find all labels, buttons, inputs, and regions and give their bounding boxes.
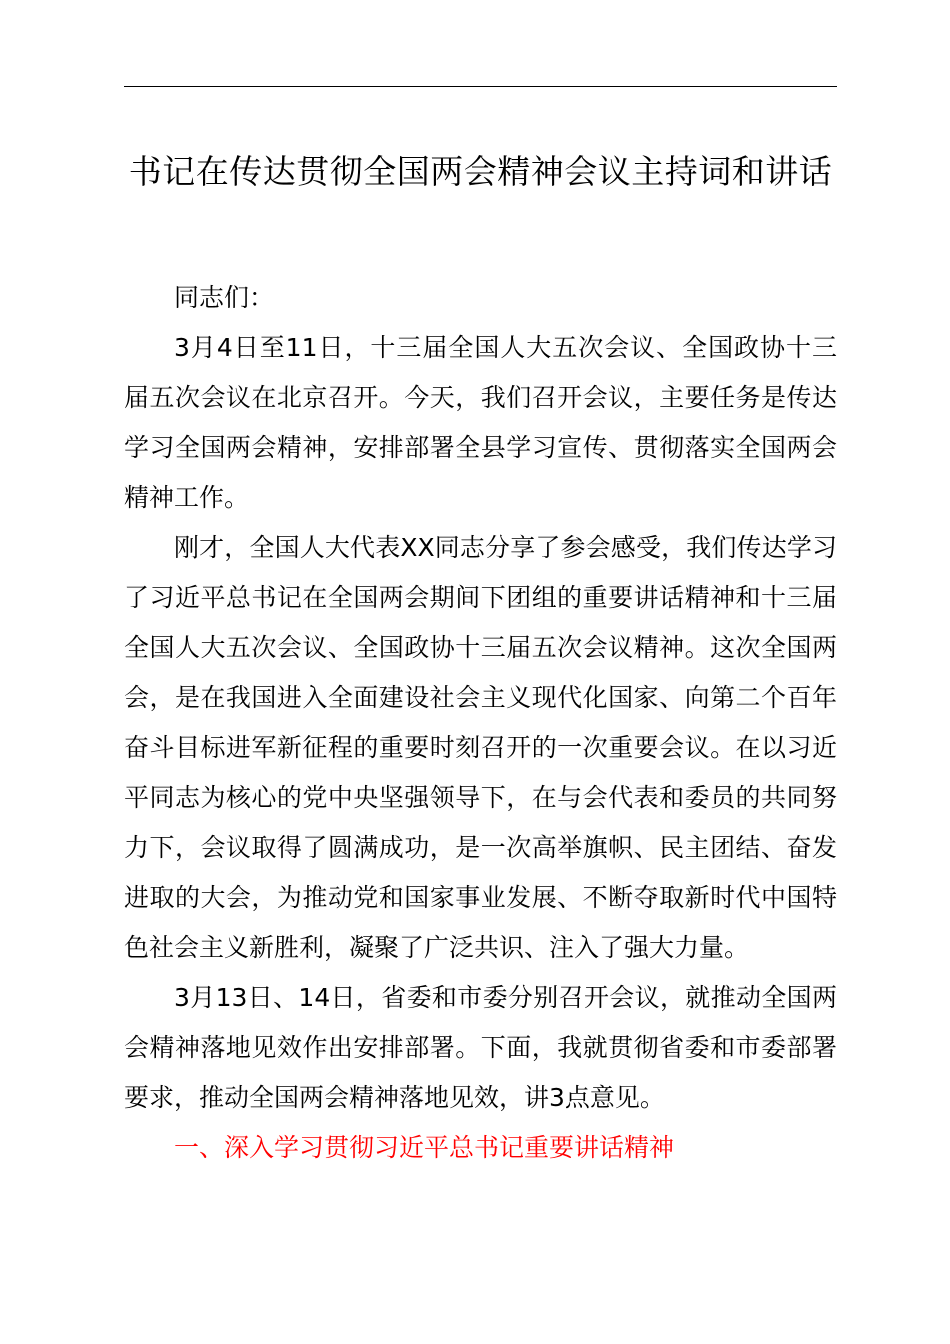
document-title: 书记在传达贯彻全国两会精神会议主持词和讲话 xyxy=(128,152,833,191)
salutation: 同志们： xyxy=(174,283,275,312)
section-heading: 一、深入学习贯彻习近平总书记重要讲话精神 xyxy=(174,1133,675,1162)
header-rule xyxy=(124,86,837,87)
paragraph-summary: 刚才，全国人大代表XX同志分享了参会感受，我们传达学习了习近平总书记在全国两会期间下团组的重要讲话精神和十三届全国人大五次会议、全国政协十三届五次会议精神。这次全国两会，是在我国进入全面建设社会主义现代化国家、向第二个百年奋斗目标进军新征程的重要时刻召开的一次重要会议。在以习近平同志为核心的党中央坚强领导下，在与会代表和委员的共同努力下，会议取得了圆满成功，是一次高举旗帜、民主团结、奋发进取的大会，为推动党和国家事业发展、不断夺取新时代中国特色社会主义新胜利，凝聚了广泛共识、注入了强大力量。 xyxy=(124,533,837,962)
paragraph-arrangement: 3月13日、14日，省委和市委分别召开会议，就推动全国两会精神落地见效作出安排部署。下面，我就贯彻省委和市委部署要求，推动全国两会精神落地见效，讲3点意见。 xyxy=(124,983,837,1112)
paragraph-intro: 3月4日至11日，十三届全国人大五次会议、全国政协十三届五次会议在北京召开。今天，我们召开会议，主要任务是传达学习全国两会精神，安排部署全县学习宣传、贯彻落实全国两会精神工作。 xyxy=(124,333,837,512)
document-body xyxy=(124,273,837,1173)
